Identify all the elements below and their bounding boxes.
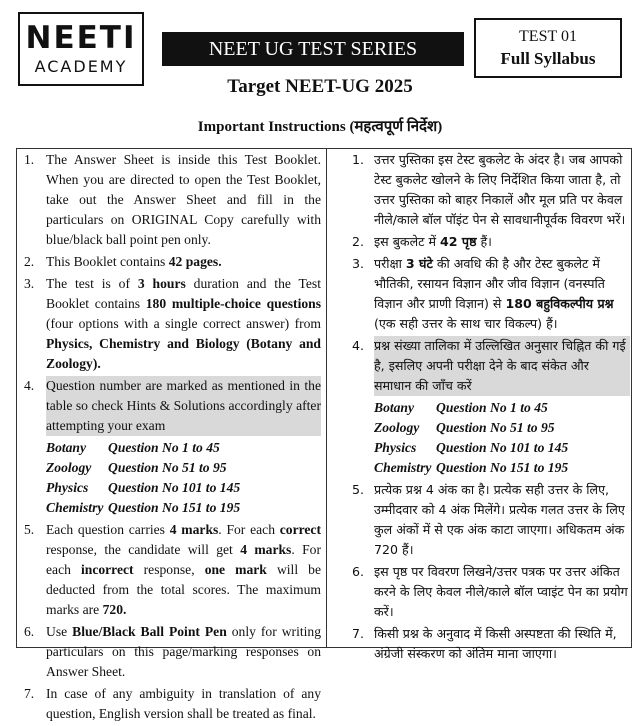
test-info-box: [474, 18, 622, 78]
neeti-academy-logo: [18, 12, 144, 86]
highlighted-instruction: Question number are marked as mentioned in the table so check Hints & Solutions accordingly after attempting your exam: [46, 376, 321, 436]
column-divider: [326, 148, 327, 648]
subject-range: Question No 1 to 45: [108, 440, 220, 455]
instruction-1: 1. The Answer Sheet is inside this Test Booklet. When you are directed to open the Test Booklet, take out the Answer Sheet and fill in the particulars on ORIGINAL Copy carefully with blue/black ball point pen only.: [24, 152, 321, 247]
subject-range: Question No 151 to 195: [436, 460, 569, 475]
hindi-instructions: [352, 150, 630, 666]
subject-name: Zoology: [46, 460, 92, 475]
test-number: TEST 01: [519, 28, 577, 45]
hindi-instruction-5: 5. प्रत्येक प्रश्न 4 अंक का है। प्रत्येक सही उत्तर के लिए, उम्मीदवार को 4 अंक मिलेंगे। प्रत्येक गलत उत्तर के लिए कुल अंकों में से एक अंक काटा जाएगा। अधिकतम अंक 720 हैं।: [352, 482, 625, 557]
subject-name: Botany: [374, 400, 415, 415]
subject-name: Chemistry: [46, 500, 104, 515]
series-banner: NEET UG TEST SERIES: [162, 32, 464, 66]
hindi-instruction-3: 3. परीक्षा 3 घंटे की अवधि की है और टेस्ट बुकलेट में भौतिकी, रसायन विज्ञान और जीव विज्ञान (वनस्पति विज्ञान और प्राणी विज्ञान) से 180 बहुविकल्पीय प्रश्न (एक सही उत्तर के साथ चार विकल्प) हैं।: [352, 256, 614, 331]
instruction-3: 3. The test is of 3 hours duration and the Test Booklet contains 180 multiple-choice questions (four options with a single correct answer) from Physics, Chemistry and Biology (Botany and Zoology).: [24, 276, 321, 371]
subject-range: Question No 101 to 145: [436, 440, 569, 455]
hindi-subject-question-map: [374, 398, 630, 478]
subject-range: Question No 51 to 95: [108, 460, 227, 475]
instruction-4: 4. Question number are marked as mentioned in the table so check Hints & Solutions accordingly after attempting your exam: [24, 376, 321, 436]
subject-range: Question No 51 to 95: [436, 420, 555, 435]
subject-name: Physics: [374, 440, 417, 455]
subject-name: Botany: [46, 440, 87, 455]
instruction-5: 5. Each question carries 4 marks. For each correct response, the candidate will get 4 marks. For each incorrect response, one mark will be deducted from the total scores. The maximum marks are 720.: [24, 522, 321, 617]
instruction-2: 2. This Booklet contains 42 pages.: [24, 254, 222, 269]
subject-name: Physics: [46, 480, 89, 495]
logo-subtitle: ACADEMY: [34, 57, 128, 76]
instruction-7: 7. In case of any ambiguity in translation of any question, English version shall be treated as final.: [24, 686, 321, 721]
hindi-instruction-6: 6. इस पृष्ठ पर विवरण लिखने/उत्तर पत्रक पर उत्तर अंकित करने के लिए केवल नीले/काले बॉल प्वाइंट पेन का प्रयोग करें।: [352, 564, 628, 619]
instructions-heading: Important Instructions (महत्वपूर्ण निर्देश): [197, 119, 443, 135]
subject-range: Question No 151 to 195: [108, 500, 241, 515]
test-syllabus: Full Syllabus: [500, 49, 596, 68]
logo-title: NEETI: [25, 20, 137, 56]
subject-name: Chemistry: [374, 460, 432, 475]
target-heading: Target NEET-UG 2025: [227, 76, 413, 97]
hindi-instruction-4: 4. प्रश्न संख्या तालिका में उल्लिखित अनुसार चिह्नित की गई है, इसलिए अपनी परीक्षा देने के बाद संकेत और समाधान की जाँच करें: [352, 336, 630, 396]
hindi-instruction-7: 7. किसी प्रश्न के अनुवाद में किसी अस्पष्टता की स्थिति में, अंग्रेजी संस्करण को अंतिम माना जाएगा।: [352, 626, 617, 661]
subject-question-map: [46, 438, 321, 518]
subject-name: Zoology: [374, 420, 420, 435]
instruction-6: 6. Use Blue/Black Ball Point Pen only for writing particulars on this page/marking responses on Answer Sheet.: [24, 624, 321, 679]
hindi-instruction-1: 1. उत्तर पुस्तिका इस टेस्ट बुकलेट के अंदर है। जब आपको टेस्ट बुकलेट खोलने के लिए निर्देशित किया जाता है, तो उत्तर पुस्तिका को बाहर निकालें और मूल प्रति पर केवल नीले/काले बॉल पॉइंट पेन से सावधानीपूर्वक विवरण भरें।: [352, 152, 626, 227]
subject-range: Question No 101 to 145: [108, 480, 241, 495]
subject-range: Question No 1 to 45: [436, 400, 548, 415]
hindi-instruction-2: 2. इस बुकलेट में 42 पृष्ठ हैं।: [352, 234, 492, 249]
hindi-highlighted-instruction: प्रश्न संख्या तालिका में उल्लिखित अनुसार चिह्नित की गई है, इसलिए अपनी परीक्षा देने के बाद संकेत और समाधान की जाँच करें: [374, 336, 630, 396]
